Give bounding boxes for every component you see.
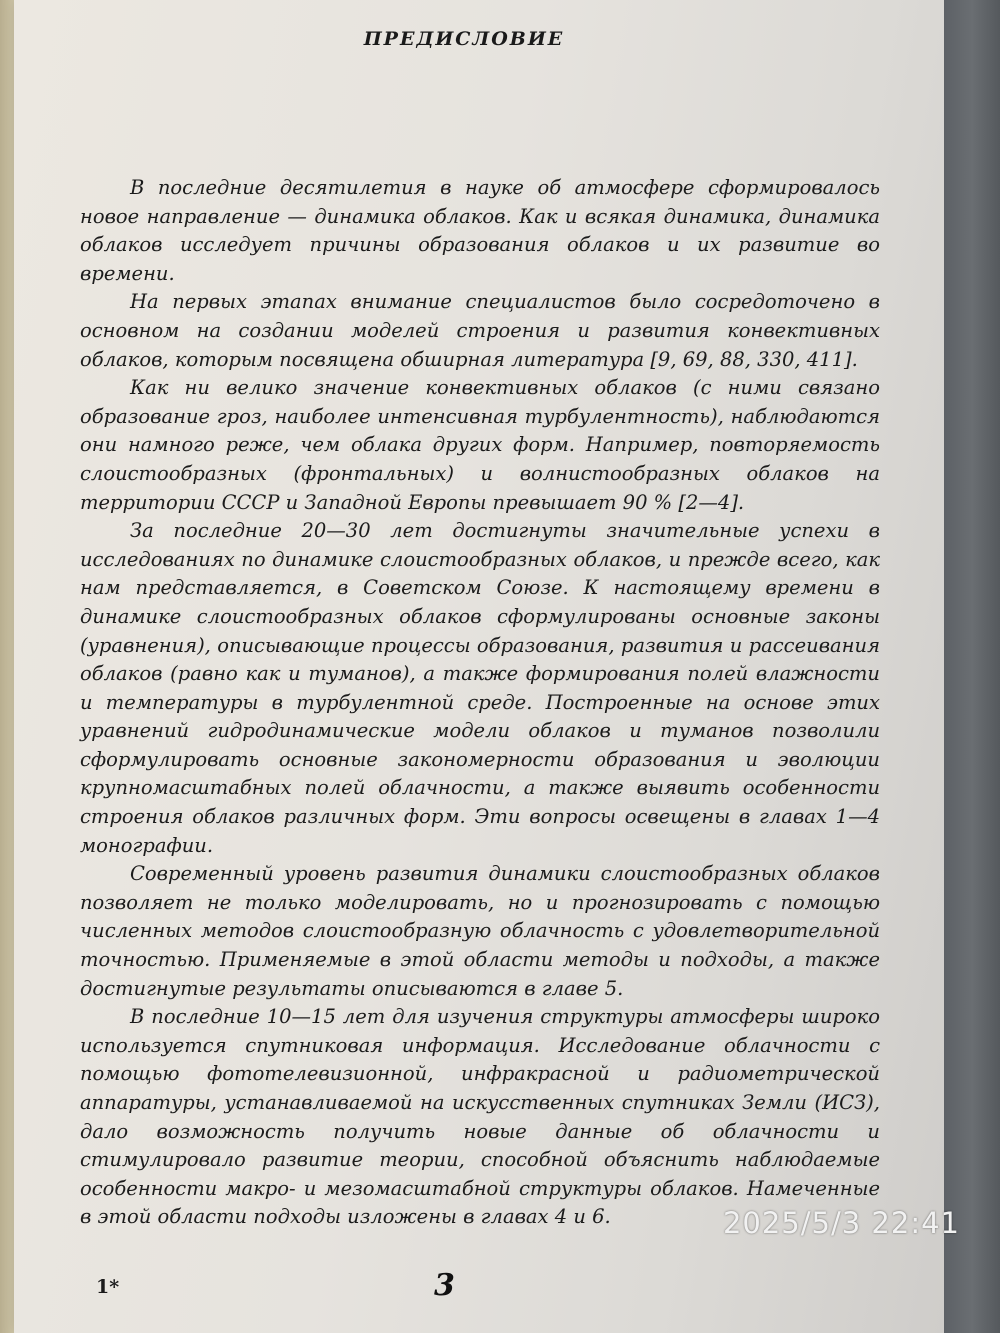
book-page [14, 0, 944, 1333]
page-stack-edge [944, 0, 1000, 1333]
page-title: ПРЕДИСЛОВИЕ [363, 28, 565, 50]
paragraph: На первых этапах внимание специалистов было сосредоточено в основном на создании моделей строения и развития конвективных облаков, которым посвящена обширная литература [9, 69, 88, 330, 411]. [80, 290, 880, 371]
signature-mark: 1* [96, 1276, 120, 1298]
page-number: 3 [434, 1268, 455, 1303]
photo-timestamp: 2025/5/3 22:41 [722, 1206, 960, 1240]
book-cover-edge [0, 0, 14, 1333]
paragraph: За последние 20—30 лет достигнуты значительные успехи в исследованиях по динамике слоистообразных облаков, и прежде всего, как нам представляется, в Советском Союзе. К настоящему времени в динамике слоистообразных облаков сформулированы основные законы (уравнения), описывающие процессы образования, развития и рассеивания облаков (равно как и туманов), а также формирования полей влажности и температуры в турбулентной среде. Построенные на основе этих уравнений гидродинамические модели облаков и туманов позволили сформулировать основные закономерности образования и эволюции крупномасштабных полей облачности, а также выявить особенности строения облаков различных форм. Эти вопросы освещены в главах 1—4 монографии. [80, 519, 880, 857]
body-text [80, 174, 880, 1232]
paragraph: Как ни велико значение конвективных облаков (с ними связано образование гроз, наиболее интенсивная турбулентность), наблюдаются они намного реже, чем облака других форм. Например, повторяемость слоистообразных (фронтальных) и волнистообразных облаков на территории СССР и Западной Европы превышает 90 % [2—4]. [80, 376, 880, 514]
paragraph: В последние десятилетия в науке об атмосфере сформировалось новое направление — динамика облаков. Как и всякая динамика, динамика облаков исследует причины образования облаков и их развитие во времени. [80, 176, 880, 285]
paragraph: Современный уровень развития динамики слоистообразных облаков позволяет не только моделировать, но и прогнозировать с помощью численных методов слоистообразную облачность с удовлетворительной точностью. Применяемые в этой области методы и подходы, а также достигнутые результаты описываются в главе 5. [80, 862, 880, 1000]
paragraph: В последние 10—15 лет для изучения структуры атмосферы широко используется спутниковая информация. Исследование облачности с помощью фототелевизионной, инфракрасной и радиометрической аппаратуры, устанавливаемой на искусственных спутниках Земли (ИСЗ), дало возможность получить новые данные об облачности и стимулировало развитие теории, способной объяснить наблюдаемые особенности макро- и мезомасштабной структуры облаков. Намеченные в этой области подходы изложены в главах 4 и 6. [80, 1005, 880, 1229]
